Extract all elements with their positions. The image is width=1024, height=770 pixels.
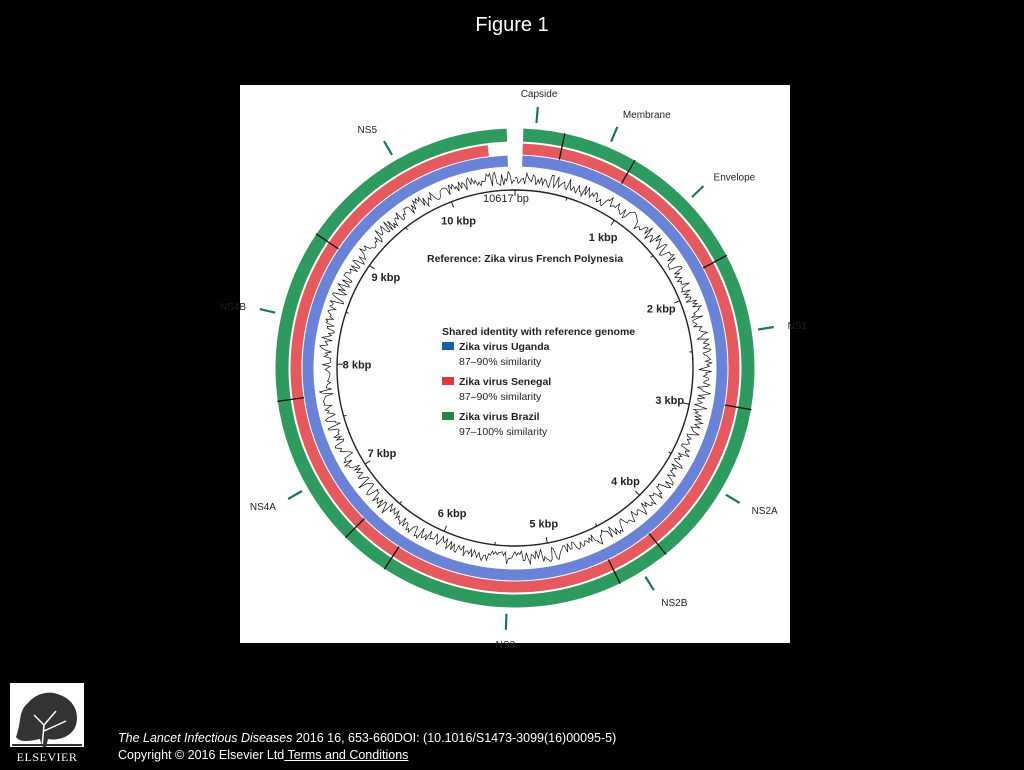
gene-label: Capside [521, 89, 558, 100]
elsevier-tree-icon [8, 681, 86, 765]
gene-label: NS2B [661, 598, 687, 609]
gene-marker [384, 141, 392, 155]
kbp-label: 8 kbp [343, 360, 372, 372]
legend-similarity-brazil: 97–100% similarity [459, 426, 548, 438]
legend-title: Shared identity with reference genome [442, 326, 635, 338]
reference-genome-circle [337, 190, 693, 546]
kbp-label: 7 kbp [368, 448, 397, 460]
kbp-tick [369, 265, 374, 268]
legend-swatch-senegal [442, 377, 454, 385]
kbp-label: 3 kbp [655, 395, 684, 407]
gene-marker [692, 186, 704, 197]
gene-marker [536, 107, 537, 123]
legend-name-senegal: Zika virus Senegal [459, 376, 551, 388]
kbp-tick [669, 452, 672, 453]
gene-label: Membrane [623, 110, 671, 121]
kbp-tick [546, 537, 547, 543]
gene-label: NS4A [250, 502, 276, 513]
copyright-text: Copyright © 2016 Elsevier Ltd [118, 748, 284, 762]
kbp-label: 2 kbp [647, 303, 676, 315]
kbp-label: 10 kbp [441, 215, 476, 227]
slide-title: Figure 1 [0, 14, 1024, 37]
legend-swatch-uganda [442, 342, 454, 350]
copyright-line [118, 747, 616, 764]
kbp-tick [651, 256, 653, 258]
legend-name-uganda: Zika virus Uganda [459, 341, 550, 353]
gene-label: NS4B [220, 302, 246, 313]
gene-marker [758, 327, 774, 330]
kbp-tick [444, 526, 446, 532]
legend-name-brazil: Zika virus Brazil [459, 411, 540, 423]
kbp-tick [683, 403, 689, 404]
kbp-tick [451, 202, 453, 208]
elsevier-logo [8, 681, 86, 765]
genome-length-label: 10617 bp [483, 193, 529, 205]
kbp-tick [406, 227, 408, 229]
terms-link[interactable]: Terms and Conditions [284, 748, 408, 762]
kbp-tick [611, 220, 614, 225]
gene-marker [260, 309, 276, 313]
gene-marker [288, 491, 302, 499]
legend-swatch-brazil [442, 412, 454, 420]
kbp-label: 1 kbp [589, 232, 618, 244]
gene-marker [726, 495, 740, 503]
kbp-label: 9 kbp [371, 272, 400, 284]
gene-marker [611, 127, 617, 142]
kbp-tick [365, 461, 370, 464]
kbp-label: 5 kbp [529, 518, 558, 530]
citation-line [118, 730, 616, 747]
legend-similarity-uganda: 87–90% similarity [459, 356, 542, 368]
citation-details: 2016 16, 653-660DOI: (10.1016/S1473-3099(16)00095-5) [292, 731, 616, 745]
kbp-tick [400, 501, 402, 503]
genome-figure-panel [240, 85, 790, 643]
gene-label: Envelope [714, 172, 756, 183]
gene-label: NS1 [788, 321, 808, 332]
gene-label: NS2A [752, 506, 778, 517]
gene-marker [645, 577, 653, 591]
kbp-label: 4 kbp [611, 476, 640, 488]
kbp-tick [635, 491, 639, 495]
gene-label: NS5 [358, 125, 378, 136]
legend-similarity-senegal: 87–90% similarity [459, 391, 542, 403]
kbp-tick [596, 523, 597, 526]
citation-footer [118, 730, 616, 764]
gene-marker [506, 614, 507, 630]
circular-genome-map [240, 85, 790, 643]
elsevier-wordmark: ELSEVIER [17, 750, 78, 764]
kbp-label: 6 kbp [438, 508, 467, 520]
reference-label: Reference: Zika virus French Polynesia [427, 253, 623, 265]
journal-name: The Lancet Infectious Diseases [118, 731, 292, 745]
gene-label: NS3 [496, 640, 516, 651]
legend [442, 326, 635, 438]
